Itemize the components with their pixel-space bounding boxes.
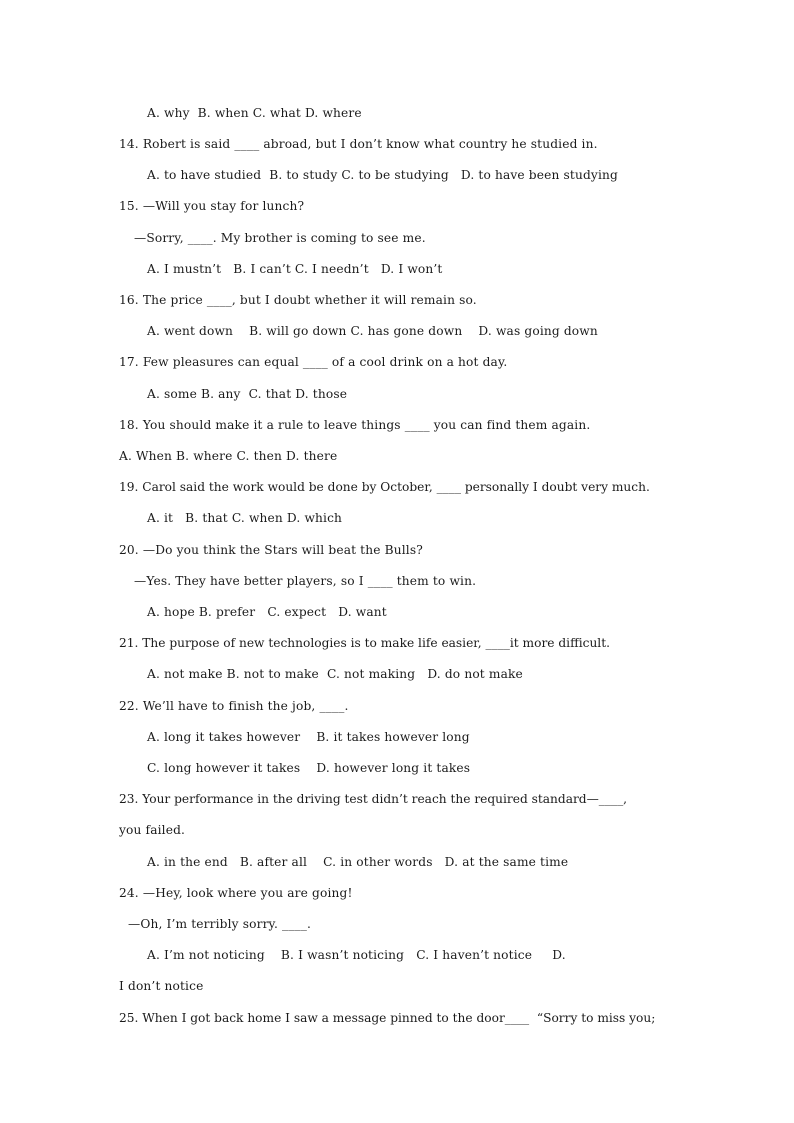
q25-stem: 25. When I got back home I saw a message pinned to the door____ “Sorry to miss you; (119, 1011, 656, 1025)
q23-stem-cont: you failed. (119, 823, 186, 837)
q17-options: A. some B. any C. that D. those (147, 387, 348, 401)
q22-options-cd: C. long however it takes D. however long it takes (147, 761, 471, 775)
q21-stem: 21. The purpose of new technologies is to make life easier, ____it more difficult. (119, 636, 610, 650)
q24-dialogue: —Oh, I’m terribly sorry. ____. (128, 917, 312, 931)
q14-stem: 14. Robert is said ____ abroad, but I don’t know what country he studied in. (119, 137, 598, 151)
q19-options: A. it B. that C. when D. which (147, 511, 343, 525)
q13-options: A. why B. when C. what D. where (147, 106, 362, 120)
q20-dialogue: —Yes. They have better players, so I ____ them to win. (134, 574, 477, 588)
q15-stem: 15. —Will you stay for lunch? (119, 199, 305, 213)
q24-options: A. I’m not noticing B. I wasn’t noticing C. I haven’t notice D. (147, 948, 566, 962)
q24-stem: 24. —Hey, look where you are going! (119, 886, 353, 900)
q15-dialogue: —Sorry, ____. My brother is coming to see me. (134, 231, 426, 245)
q22-options-ab: A. long it takes however B. it takes however long (147, 730, 470, 744)
q17-stem: 17. Few pleasures can equal ____ of a cool drink on a hot day. (119, 355, 508, 369)
q21-options: A. not make B. not to make C. not making D. do not make (147, 667, 523, 681)
q15-options: A. I mustn’t B. I can’t C. I needn’t D. I won’t (147, 262, 443, 276)
q24-options-cont: I don’t notice (119, 979, 204, 993)
q18-stem: 18. You should make it a rule to leave things ____ you can find them again. (119, 418, 591, 432)
q20-stem: 20. —Do you think the Stars will beat the Bulls? (119, 543, 423, 557)
q23-options: A. in the end B. after all C. in other words D. at the same time (147, 855, 569, 869)
q16-stem: 16. The price ____, but I doubt whether it will remain so. (119, 293, 477, 307)
q16-options: A. went down B. will go down C. has gone down D. was going down (147, 324, 598, 338)
q18-options: A. When B. where C. then D. there (119, 449, 338, 463)
q22-stem: 22. We’ll have to finish the job, ____. (119, 699, 349, 713)
q23-stem: 23. Your performance in the driving test didn’t reach the required standard—____, (119, 792, 628, 806)
q19-stem: 19. Carol said the work would be done by October, ____ personally I doubt very much. (119, 480, 650, 494)
q20-options: A. hope B. prefer C. expect D. want (147, 605, 387, 619)
q14-options: A. to have studied B. to study C. to be studying D. to have been studying (147, 168, 618, 182)
